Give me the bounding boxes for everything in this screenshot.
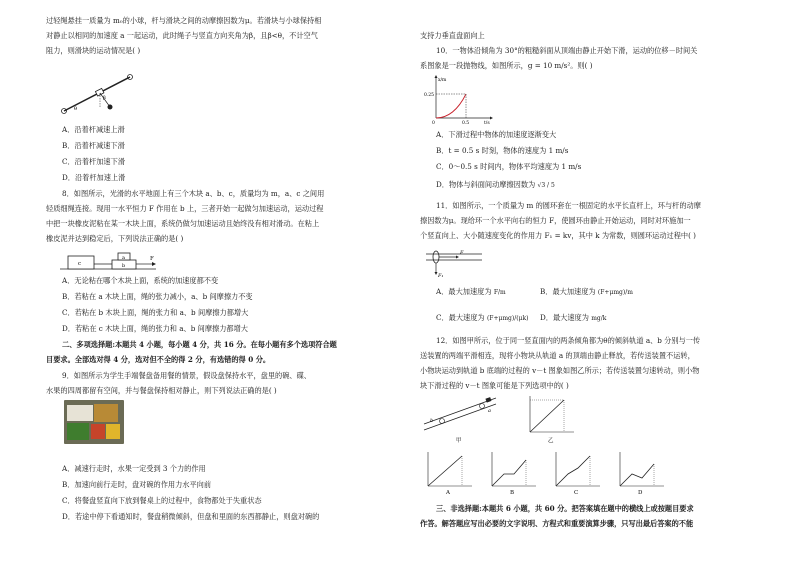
q11-figure bbox=[426, 246, 492, 280]
track-a-label: a bbox=[488, 408, 491, 414]
q7-figure bbox=[60, 74, 140, 114]
q8-text-line: 中把一块橡皮泥粘在某一木块上面，系统仍做匀加速运动且始终没有相对滑动。在粘上 bbox=[46, 219, 320, 228]
q11-option-d bbox=[540, 313, 606, 323]
q9-continuation: 支持力垂直盘面向上 bbox=[420, 31, 485, 40]
q12-figure-jia bbox=[422, 394, 504, 446]
q8-option-a: A．无论粘在哪个木块上面，系统的加速度都不变 bbox=[62, 276, 219, 285]
q12-text-line: 12．如图甲所示，位于同一竖直面内的两条倾角都为θ的倾斜轨道 a、b 分别与一传 bbox=[436, 336, 701, 345]
q10-option-b: B．t = 0.5 s 时刻，物体的速度为 1 m/s bbox=[436, 146, 569, 155]
theta-label: θ bbox=[74, 106, 78, 112]
block-b-label: b bbox=[122, 263, 126, 269]
option-a-label: A bbox=[446, 490, 450, 496]
force-F-label: F bbox=[150, 256, 154, 262]
q12-text-line: 小物块运动到轨道 b 底端的过程的 v－t 图象如图乙所示；若传送装置匀速转动，则小物 bbox=[420, 366, 700, 375]
q9-option-b: B．加速向前行走时，盘对碗的作用力水平向前 bbox=[62, 480, 212, 489]
q12-option-graph-a bbox=[422, 450, 478, 496]
q7-option-b: B．沿着杆减速下滑 bbox=[62, 141, 125, 150]
q11-text-line: 个竖直向上、大小随速度变化的作用力 F₁ = kv，其中 k 为常数，则圆环运动过程中( ) bbox=[420, 231, 696, 240]
q10-option-d-fraction: √3 / 5 bbox=[537, 182, 555, 189]
q12-figure-yi bbox=[524, 394, 580, 446]
q9-option-a: A．减速行走时，水果一定受到 3 个力的作用 bbox=[62, 464, 206, 473]
q8-figure bbox=[60, 250, 160, 272]
q11-option-b-fraction: (F+μmg)/m bbox=[597, 289, 633, 296]
option-c-label: C bbox=[574, 490, 579, 496]
q11-option-c-text: C．最大速度为 bbox=[436, 313, 485, 322]
beta-label: β bbox=[103, 95, 106, 101]
q11-option-c bbox=[436, 313, 528, 323]
q10-option-d bbox=[436, 180, 555, 190]
q11-option-a-text: A．最大加速度为 bbox=[436, 287, 492, 296]
q12-option-graph-c bbox=[550, 450, 606, 496]
block-c-label: c bbox=[78, 261, 82, 267]
q11-option-a-fraction: F/m bbox=[493, 289, 506, 296]
q7-text-line: 阻力，则滑块的运动情况是( ) bbox=[46, 46, 141, 55]
section-3-header: 作答。解答题应写出必要的文字说明、方程式和重要演算步骤，只写出最后答案的不能 bbox=[420, 519, 694, 528]
force-F-label: F bbox=[460, 250, 464, 256]
q8-text-line: 橡皮泥并达到稳定后，下列说法正确的是( ) bbox=[46, 234, 184, 243]
q8-option-b: B．若粘在 a 木块上面，绳的张力减小，a、b 间摩擦力不变 bbox=[62, 292, 253, 301]
q11-option-c-fraction: (F+μmg)/(μk) bbox=[486, 315, 529, 322]
q9-text-line: 9．如图所示为学生手端餐盘备用餐的情景，假设盘保持水平，盘里的碗、碟、 bbox=[62, 371, 311, 380]
q12-text-line: 块下滑过程的 v－t 图象可能是下列选项中的( ) bbox=[420, 381, 569, 390]
q11-option-d-text: D．最大速度为 bbox=[540, 313, 589, 322]
q12-option-graph-b bbox=[486, 450, 542, 496]
q7-text-line: 过轻绳悬挂一质量为 m₀的小球，杆与滑块之间的动摩擦因数为μ。若滑块与小球保持相 bbox=[46, 16, 322, 25]
q10-xt-graph bbox=[424, 74, 494, 124]
q7-option-d: D．沿着杆加速上滑 bbox=[62, 173, 126, 182]
q11-option-b-text: B．最大加速度为 bbox=[540, 287, 596, 296]
option-b-label: B bbox=[510, 490, 515, 496]
section-3-header: 三、非选择题:本题共 6 小题，共 60 分。把答案填在题中的横线上或按题目要求 bbox=[436, 504, 694, 513]
option-d-label: D bbox=[638, 490, 643, 496]
q10-option-d-text: D．物体与斜面间动摩擦因数为 bbox=[436, 180, 536, 189]
track-b-label: b bbox=[430, 418, 434, 424]
force-F1-label: F₁ bbox=[438, 273, 444, 279]
q7-option-c: C．沿着杆加速下滑 bbox=[62, 157, 126, 166]
q8-text-line: 8．如图所示，光滑的水平地面上有三个木块 a、b、c，质量均为 m，a、c 之间用 bbox=[62, 189, 325, 198]
q10-text-line: 10．一物体沿倾角为 30°的粗糙斜面从顶端由静止开始下滑，运动的位移－时间关 bbox=[436, 46, 698, 55]
q10-text-line: 系图象是一段抛物线，如图所示，g = 10 m/s²。则( ) bbox=[420, 61, 593, 70]
figure-yi-caption: 乙 bbox=[548, 438, 554, 444]
q9-option-d: D．若途中停下看通知时，餐盘稍微倾斜，但盘和里面的东西都静止，则盘对碗的 bbox=[62, 512, 320, 521]
origin-label: 0 bbox=[432, 121, 435, 124]
q8-text-line: 轻质细绳连接。现用一水平恒力 F 作用在 b 上，三者开始一起做匀加速运动，运动过程 bbox=[46, 204, 324, 213]
section-2-header: 二、多项选择题:本题共 4 小题，每小题 4 分，共 16 分。在每小题有多个选项符合题 bbox=[62, 340, 337, 349]
q12-option-graph-d bbox=[614, 450, 670, 496]
q11-option-a bbox=[436, 287, 506, 297]
x-axis-unit: t/s bbox=[484, 121, 490, 124]
figure-jia-caption: 甲 bbox=[456, 438, 462, 444]
q7-option-a: A．沿着杆减速上滑 bbox=[62, 125, 125, 134]
q12-text-line: 送装置的两端平滑相连，现将小物块从轨道 a 的顶端由静止释放，若传送装置不运转， bbox=[420, 351, 695, 360]
y-axis-unit: x/m bbox=[438, 78, 447, 83]
q9-tray-photo bbox=[64, 400, 124, 444]
q8-option-c: C．若粘在 b 木块上面，绳的张力和 a、b 间摩擦力都增大 bbox=[62, 308, 249, 317]
q10-option-c: C．0～0.5 s 时间内，物体平均速度为 1 m/s bbox=[436, 162, 582, 171]
q11-text-line: 11．如图所示，一个质量为 m 的圆环套在一根固定的水平长直杆上，环与杆的动摩 bbox=[436, 201, 701, 210]
q8-option-d: D．若粘在 c 木块上面，绳的张力和 a、b 间摩擦力都增大 bbox=[62, 324, 248, 333]
block-a-label: a bbox=[122, 255, 125, 261]
q9-option-c: C．将餐盘竖直向下放到餐桌上的过程中，食物都处于失重状态 bbox=[62, 496, 262, 505]
y-tick-label: 0.25 bbox=[424, 93, 435, 98]
q7-text-line: 对静止以相同的加速度 a 一起运动，此时绳子与竖直方向夹角为β，且β<θ，不计空气 bbox=[46, 31, 318, 40]
q11-text-line: 擦因数为μ。现给环一个水平向右的恒力 F，使圆环由静止开始运动，同时对环施加一 bbox=[420, 216, 691, 225]
q11-option-d-fraction: mg/k bbox=[591, 315, 607, 322]
section-2-header: 目要求。全部选对得 4 分，选对但不全的得 2 分，有选错的得 0 分。 bbox=[46, 355, 271, 364]
x-tick-label: 0.5 bbox=[462, 121, 470, 124]
q10-option-a: A．下滑过程中物体的加速度逐渐变大 bbox=[436, 130, 557, 139]
q11-option-b bbox=[540, 287, 633, 297]
q9-text-line: 水果的四周都留有空间，并与餐盘保持相对静止，则下列说法正确的是( ) bbox=[46, 386, 277, 395]
